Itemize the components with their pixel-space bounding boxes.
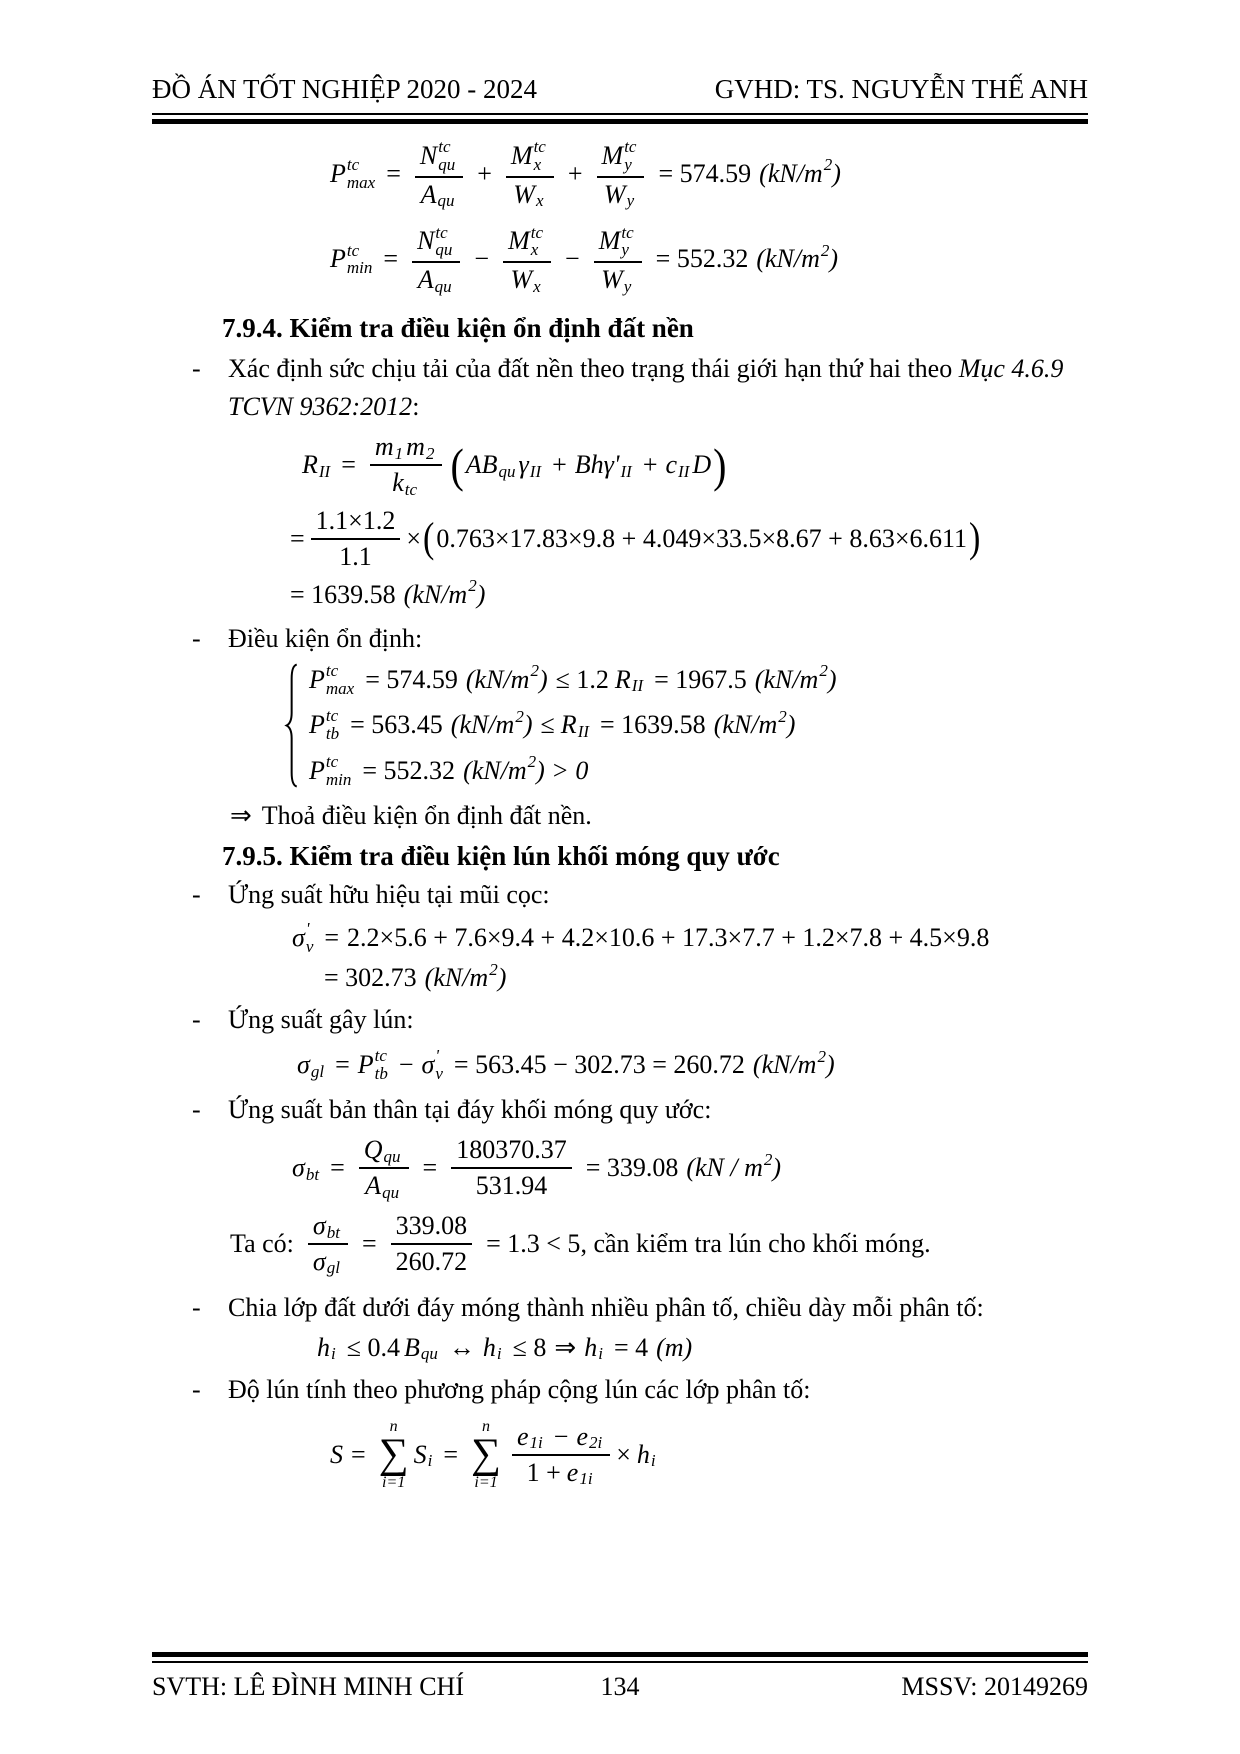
var-P: P (330, 244, 346, 274)
bullet-sublayers: - Chia lớp đất dưới đáy móng thành nhiều phân tố, chiều dày mỗi phân tố: (192, 1292, 984, 1322)
bullet-stability: - Điều kiện ổn định: (192, 623, 423, 653)
value: = 1.3 < 5 (486, 1228, 581, 1258)
close-paren: ) (969, 515, 981, 562)
formula-sigma-gl: σ gl = P tc tb − σ ' v = 563.45 − 302.73 = 260.72 (kN/m 2 ) (297, 1046, 835, 1084)
unit: (kN/m (403, 579, 468, 609)
value: = 339.08 (585, 1153, 679, 1183)
formula-sigma-v: σ ' v = 2.2×5.6 + 7.6×9.4 + 4.2×10.6 + 17.3×7.7 + 1.2×7.8 + 4.5×9.8 (292, 918, 990, 956)
formula-sigma-v-result: = 302.73 (kN/m 2 ) (324, 959, 507, 993)
op-le: ≤ 1.2 (555, 664, 609, 694)
fraction-Mx-Wx: M tc x W x (506, 138, 554, 210)
var-sigma: σ (292, 922, 305, 952)
formula-sigma-bt: σ bt = Q qu A qu = $\frac{180370.37}{531.94}$ = 339.08 (kN / m 2 ) (292, 1135, 782, 1202)
fraction-Nqu-Aqu: N tc qu A qu (415, 138, 463, 210)
ratio-check-text: , cần kiểm tra lún cho khối móng. (580, 1228, 931, 1258)
fraction-My-Wy: M tc y W y (597, 138, 645, 210)
close-paren: ) (713, 438, 727, 493)
condition-line-ptb: P tc tb = 563.45 (kN/m 2 ) ≤ R II = 1639.58 (kN/m 2 ) (309, 706, 796, 744)
section-heading-794: 7.9.4. Kiểm tra điều kiện ổn định đất nền (222, 313, 694, 344)
formula-RII-result: = 1639.58 (kN/m 2 ) (290, 576, 486, 609)
op-eq: = (386, 158, 401, 188)
fraction-m1m2-ktc: m 1 m 2 k tc (370, 432, 443, 498)
section-heading-795: 7.9.5. Kiểm tra điều kiện lún khối móng quy ước (222, 840, 780, 871)
op-minus: − (474, 244, 490, 274)
page-number: 134 (600, 1672, 640, 1701)
conclusion-text: Thoả điều kiện ổn định đất nền. (261, 800, 592, 830)
summation-icon: n ∑ i=1 (471, 1417, 501, 1491)
fraction-My-Wy: M tc y W y (594, 224, 642, 296)
header-right-title: GVHD: TS. NGUYỄN THẾ ANH (714, 74, 1088, 104)
ratio-check-line: Ta có: σ bt σ gl = $\frac{339.08}{260.72}$ = 1.3 < 5 , cần kiểm tra lún cho khối móng. (230, 1210, 931, 1278)
op-plus: + (567, 158, 583, 188)
page-footer (152, 1652, 1088, 1702)
reference-italic: Mục 4.6.9 TCVN 9362:2012 (228, 354, 1064, 422)
unit: (kN/m (756, 244, 820, 274)
op-times: × (616, 1439, 631, 1469)
condition-line-pmax: P tc max = 574.59 (kN/m 2 ) ≤ 1.2 R II = 1967.5 (kN/m 2 ) (309, 660, 837, 698)
stability-condition-system (284, 662, 1088, 789)
open-paren: ( (423, 515, 435, 562)
var-P: P (330, 158, 346, 188)
formula-RII-line1: R II = m 1 m 2 k tc ( AB qu γ II + Bhγ' II + c II D ) (302, 432, 727, 499)
formula-settlement-sum: S = n ∑ i=1 S i = n ∑ i=1 e 1i − e 2i 1 + e 1i × h i (330, 1417, 656, 1491)
fraction-values: $\frac{180370.37}{531.94}$ (451, 1135, 572, 1201)
bullet-bearing-capacity (192, 350, 1088, 426)
fraction-sigbt-siggl: σ bt σ gl (308, 1211, 348, 1277)
implies-arrow-icon: ⇒ (554, 1332, 577, 1362)
header-left-title: ĐỒ ÁN TỐT NGHIỆP 2020 - 2024 (152, 74, 537, 104)
label-ta-co: Ta có: (230, 1228, 294, 1258)
op-minus: − (565, 244, 580, 274)
op-plus: + (477, 158, 492, 188)
value-pmin: = 552.32 (655, 244, 749, 274)
footer-rule (152, 1652, 1088, 1663)
var-R: R (302, 450, 318, 480)
implies-arrow-icon: ⇒ (230, 800, 252, 830)
page-header (152, 0, 1088, 105)
bullet-dash: - (192, 354, 201, 384)
formula-pmax: P tc max = N tc qu A qu + M tc x W x + M tc y W y = 574.59 (kN/m 2 ) (330, 137, 841, 211)
bullet-effective-stress: - Ứng suất hữu hiệu tại mũi cọc: (192, 879, 550, 909)
header-rule (152, 113, 1088, 124)
bullet-settlement-stress: - Ứng suất gây lún: (192, 1005, 414, 1035)
formula-hi-condition: h i ≤ 0.4 B qu ↔ h i ≤ 8 ⇒ h i = 4 (m) (317, 1332, 693, 1364)
value: = 1967.5 (654, 664, 747, 694)
unit: (kN/m (759, 158, 823, 188)
fraction-coefficients: $\frac{1.1\times 1.2}{1.1}$ (311, 506, 401, 572)
fraction-ratio-values: $\frac{339.08}{260.72}$ (391, 1211, 473, 1277)
fraction-void-ratio: e 1i − e 2i 1 + e 1i (512, 1422, 610, 1488)
value-RII: = 1639.58 (290, 579, 396, 609)
conclusion-line (230, 797, 1088, 835)
value: = 563.45 − 302.73 = 260.72 (453, 1050, 745, 1080)
curly-brace-icon (284, 662, 301, 789)
fraction-Mx-Wx: M tc x W x (503, 224, 551, 296)
value-expression: 0.763×17.83×9.8 + 4.049×33.5×8.67 + 8.63×6.611 (436, 523, 968, 553)
fraction-Qqu-Aqu: Q qu A qu (359, 1135, 409, 1201)
summation-icon: n ∑ i=1 (378, 1417, 409, 1491)
bullet-settlement-method: - Độ lún tính theo phương pháp cộng lún các lớp phân tố: (192, 1374, 811, 1404)
formula-pmin: P tc min = N tc qu A qu − M tc x W x − M tc y W y = 552.32 (kN/m 2 ) (330, 222, 839, 296)
supsub-tc-min: tc min (346, 240, 373, 278)
footer-student-id: MSSV: 20149269 (901, 1672, 1088, 1701)
value: = 574.59 (365, 664, 458, 694)
value: = 302.73 (324, 963, 417, 993)
formula-RII-line2: = $\frac{1.1\times 1.2}{1.1}$ × ( 0.763×17.83×9.8 + 4.049×33.5×8.67 + 8.63×6.611 ) (290, 505, 981, 571)
fraction-Nqu-Aqu: N tc qu A qu (412, 224, 460, 296)
footer-student: SVTH: LÊ ĐÌNH MINH CHÍ (152, 1672, 464, 1701)
double-arrow-icon: ↔ (448, 1332, 475, 1362)
value-expression: 2.2×5.6 + 7.6×9.4 + 4.2×10.6 + 17.3×7.7 + 1.2×7.8 + 4.5×9.8 (347, 922, 990, 952)
bullet-text: Xác định sức chịu tải của đất nền theo trạng thái giới hạn thứ hai theo Mục 4.6.9 TCVN 9362:2012: (228, 354, 1064, 422)
bullet-self-weight-stress: - Ứng suất bản thân tại đáy khối móng quy ước: (192, 1095, 712, 1125)
prime-v: ' v (305, 918, 314, 956)
op-times: × (406, 523, 422, 553)
open-paren: ( (450, 438, 464, 493)
condition-line-pmin: P tc min = 552.32 (kN/m 2 ) > 0 (309, 752, 589, 789)
value-pmax: = 574.59 (658, 158, 752, 188)
supsub-tc-max: tc max (346, 154, 376, 192)
